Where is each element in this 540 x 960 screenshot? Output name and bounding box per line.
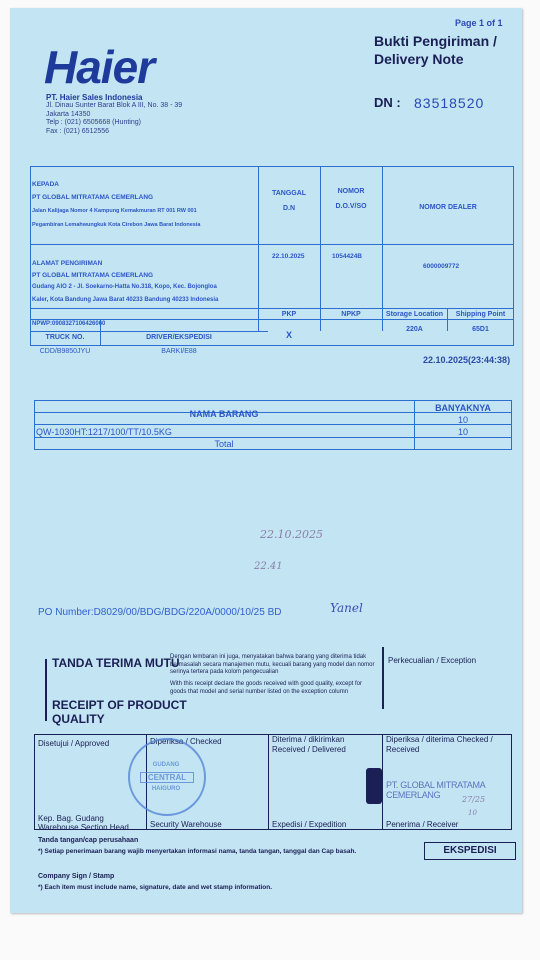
checked-label: Diperiksa / Checked (150, 737, 222, 746)
ekspedisi-copy-label: EKSPEDISI (424, 842, 516, 860)
dn-number: 83518520 (414, 95, 485, 111)
print-timestamp: 22.10.2025(23:44:38) (423, 355, 511, 365)
item-name: QW-1030HT:1217/100/TT/10.5KG (36, 427, 172, 437)
tanda-tangan-note: *) Setiap penerimaan barang wajib menyertakan informasi nama, tanda tangan, tanggal dan Cap basah. (38, 848, 357, 855)
page-number: Page 1 of 1 (455, 18, 503, 28)
stamp-text: CENTRAL (140, 772, 194, 783)
truck-header: TRUCK NO. (45, 334, 85, 341)
tanda-terima-title: TANDA TERIMA MUTU (52, 656, 180, 670)
nomor-head-text: NOMOR (337, 188, 365, 195)
nomor-sub-text: D.O.V/SO (335, 203, 367, 210)
checked-received-label: Diperiksa / diterima Checked / Received (386, 735, 493, 754)
address-line: Jl. Dinau Sunter Barat Blok A III, No. 38 - 39 (46, 102, 183, 109)
tanggal-header (258, 190, 320, 212)
handwritten-signature: Yanel (330, 601, 363, 615)
nomor-value: 1054424B (332, 253, 362, 260)
approved-label: Disetujui / Approved (38, 739, 110, 748)
kepada-label: KEPADA (32, 181, 59, 188)
title-line: Bukti Pengiriman / (374, 33, 497, 49)
storage-value: 220A (406, 326, 423, 333)
handwritten-time: 22.41 (254, 561, 283, 572)
total-qty: 10 (457, 427, 468, 437)
total-label: Total (214, 439, 234, 449)
po-number: PO Number:D8029/00/BDG/BDG/220A/0000/10/25 BD (38, 607, 282, 618)
receipt-title (52, 698, 187, 726)
pt-stamp: PT. GLOBAL MITRATAMA CEMERLANG (386, 780, 485, 800)
haier-logo: Haier (44, 41, 155, 93)
receipt-title-line: QUALITY (52, 712, 105, 726)
expedition-label: Expedisi / Expedition (272, 820, 347, 829)
company-sign-note: *) Each item must include name, signature, date and wet stamp information. (38, 884, 273, 891)
alamat-address: Gudang AIO 2 - Jl. Soekarno-Hatta No.318, Kopo, Kec. Bojongloa (32, 284, 217, 290)
handwritten-receive-num: 10 (468, 809, 477, 817)
npkp-header: NPKP (341, 311, 361, 318)
dealer-value: 6000009772 (423, 263, 460, 270)
tanggal-sub-text: D.N (282, 205, 296, 212)
driver-value: BARKI/E88 (161, 348, 197, 355)
stamp-text: GUDANG (152, 762, 180, 768)
company-sign-label: Company Sign / Stamp (38, 873, 115, 880)
storage-header: Storage Location (385, 311, 444, 318)
fax-line: Fax : (021) 6512556 (46, 127, 110, 135)
receipt-desc-en: With this receipt declare the goods received with good quality, except for goods that model and serial number listed on the exception column (170, 681, 362, 695)
document-title (374, 32, 497, 68)
alamat-address: Kaler, Kota Bandung Jawa Barat 40233 Bandung 40233 Indonesia (32, 297, 219, 303)
tanggal-value: 22.10.2025 (272, 253, 305, 260)
pkp-header: PKP (281, 311, 297, 318)
dn-label: DN : (374, 95, 401, 110)
receipt-desc-id: Dengan lembaran ini juga, menyatakan bahwa barang yang diterima tidak bermasalah secara manajemen mutu, kecuali barang yang model dan nomor serinya tertera pada kolom pengecualian (170, 654, 375, 675)
kepada-address: Jalan Kalijaga Nomor 4 Kampung Kemakmuran RT 001 RW 001 (32, 208, 197, 214)
address-line: Jakarta 14350 (46, 110, 91, 118)
nama-barang-header: NAMA BARANG (189, 409, 259, 419)
item-qty: 10 (457, 415, 468, 425)
shipping-value: 65D1 (472, 326, 489, 333)
delivery-note-sheet (10, 8, 522, 913)
tanda-tangan-label: Tanda tangan/cap perusahaan (38, 837, 139, 844)
alamat-label: ALAMAT PENGIRIMAN (32, 260, 103, 267)
npwp: NPWP:0908327106426060 (32, 321, 106, 327)
warehouse-head-text: Warehouse Section Head (38, 823, 129, 832)
receipt-title-line: RECEIPT OF PRODUCT (52, 698, 187, 712)
truck-value: CDD/B9850JYU (39, 348, 91, 355)
gudang-stamp (128, 738, 206, 816)
gmc-logo-icon (366, 768, 382, 804)
warehouse-section-head (38, 814, 129, 832)
nomor-header (320, 188, 382, 210)
handwritten-receive-date: 27/25 (462, 795, 486, 804)
receiver-label: Penerima / Receiver (386, 820, 459, 829)
stamp-text: HAIGURO (151, 786, 181, 792)
pkp-value: X (285, 330, 292, 340)
company-address (46, 102, 236, 136)
received-delivered-label: Diterima / dikirimkan Received / Delivered (272, 735, 346, 754)
tanggal-head-text: TANGGAL (271, 190, 307, 197)
dealer-header: NOMOR DEALER (419, 204, 477, 211)
alamat-name: PT GLOBAL MITRATAMA CEMERLANG (32, 272, 154, 279)
kep-bag-text: Kep. Bag. Gudang (38, 814, 104, 823)
driver-header: DRIVER/EKSPEDISI (146, 334, 212, 341)
exception-label: Perkecualian / Exception (388, 656, 477, 665)
handwritten-date: 22.10.2025 (260, 528, 323, 541)
banyaknya-header: BANYAKNYA (435, 403, 491, 413)
kepada-name: PT GLOBAL MITRATAMA CEMERLANG (32, 194, 154, 201)
security-warehouse-label: Security Warehouse (150, 820, 222, 829)
shipping-header: Shipping Point (455, 311, 506, 318)
title-line: Delivery Note (374, 51, 464, 67)
phone-line: Telp : (021) 6505668 (Hunting) (46, 119, 141, 126)
company-name: PT. Haier Sales Indonesia (46, 93, 143, 102)
kepada-address: Pegambiran Lemahwungkuk Kota Cirebon Jawa Barat Indonesia (32, 222, 201, 228)
